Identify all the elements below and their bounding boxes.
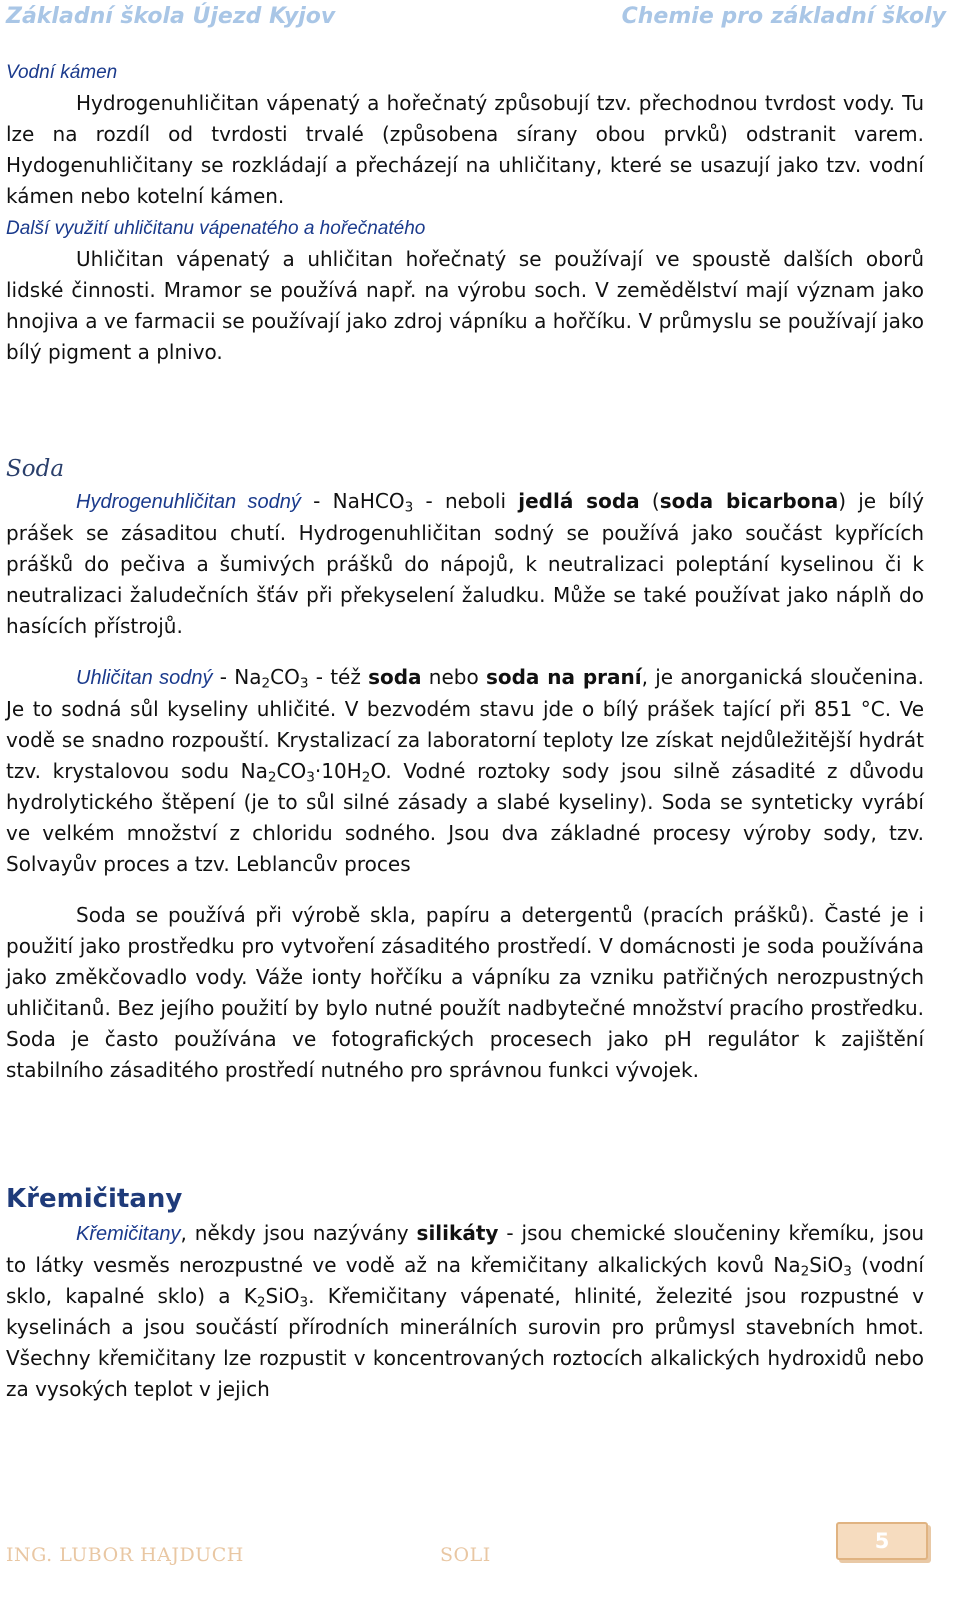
formula-part: K [243, 1284, 257, 1308]
page-footer [0, 1520, 960, 1621]
page-header [0, 0, 960, 40]
formula-subscript: 2 [800, 1263, 810, 1280]
formula-subscript: 3 [299, 1294, 309, 1311]
formula-part: O [370, 759, 386, 783]
footer-author: ING. LUBOR HAJDUCH [6, 1544, 244, 1566]
formula-subscript: 3 [306, 769, 315, 786]
text-span: (vodní sklo, kapalné sklo) a [6, 1253, 924, 1308]
formula-subscript: 3 [299, 675, 309, 692]
term-kremicitany: Křemičitany [76, 1223, 181, 1245]
text-span: . Vodné roztoky sody jsou silně zásadité z důvodu hydrolytického štěpení (je to sůl silné zásady a slabé kyseliny). Soda se synteticky vyrábí ve velkém množství z chloridu sodného. Jsou dva základné procesy výroby sody, tzv. Solvayův proces a tzv. Leblancův proces [6, 759, 925, 876]
formula-subscript: 3 [843, 1263, 852, 1280]
paragraph-uhlicitan-sodny [6, 662, 924, 880]
text-span: nebo [421, 665, 486, 689]
heading-vodni-kamen: Vodní kámen [6, 62, 118, 83]
formula-part: SiO [265, 1284, 300, 1308]
text-span: . Křemičitany vápenaté, hlinité, železité jsou rozpustné v kyselinách a jsou součástí přírodních minerálních surovin pro průmysl stavebních hmot. Všechny křemičitany lze rozpustit v koncentrovaných roztocích alkalických hydroxidů nebo za vysokých teplot v jejich [6, 1284, 924, 1401]
text-span: ) je bílý prášek se zásaditou chutí. Hydrogenuhličitan sodný se používá jako součást kypřících prášků do pečiva a šumivých prášků do nápojů, k neutralizaci poleptání kyselinou či k neutralizaci žaludečních šťáv při překyselení žaludku. Může se také používat jako náplň do hasících přístrojů. [6, 489, 924, 638]
header-school: Základní škola Újezd Kyjov [6, 4, 336, 29]
paragraph-vodni-kamen: Hydrogenuhličitan vápenatý a hořečnatý způsobují tzv. přechodnou tvrdost vody. Tu lze na rozdíl od tvrdosti trvalé (způsobena sírany obou prvků) odstranit varem. Hydogenuhličitany se rozkládají a přecházejí na uhličitany, které se usazují jako tzv. vodní kámen nebo kotelní kámen. [6, 91, 924, 208]
paragraph-dalsi-vyuziti: Uhličitan vápenatý a uhličitan hořečnatý se používají ve spoustě dalších oborů lidské činnosti. Mramor se používá např. na výrobu soch. V zemědělství mají význam jako hnojiva a ve farmacii se používají jako zdroj vápníku a hořčíku. V průmyslu se používají jako bílý pigment a plnivo. [6, 247, 924, 364]
text-span: , někdy jsou nazývány [180, 1221, 417, 1245]
paragraph-soda-pouziti: Soda se používá při výrobě skla, papíru a detergentů (pracích prášků). Časté je i použití jako prostředku pro vytvoření zásaditého prostředí. V domácnosti je soda používána jako změkčovadlo vody. Váže ionty hořčíku a vápníku za vzniku patřičných nerozpustných uhličitanů. Bez jejího použití by bylo nutné použít nadbytečné množství pracího prostředku. Soda je často používána ve fotografických procesech jako pH regulátor k zajištění stabilního zásaditého prostředí nutného pro správnou funkci vývojek. [6, 903, 924, 1082]
bold-soda: soda [368, 665, 422, 689]
document-body [6, 58, 924, 1405]
header-subject: Chemie pro základní školy [621, 4, 946, 29]
footer-topic: SOLI [440, 1544, 491, 1566]
heading-dalsi-vyuziti: Další využití uhličitanu vápenatého a hořečnatého [6, 218, 426, 239]
formula-part: SiO [809, 1253, 844, 1277]
text-span: , je anorganická sloučenina. Je to sodná sůl kyseliny uhličité. V bezvodém stavu jde o bílý prášek tající při 851 °C. Ve vodě se snadno rozpouští. Krystalizací za laboratorní teploty lze získat nejdůležitější hydrát tzv. krystalovou sodu [6, 665, 925, 783]
formula-part: Na [234, 665, 262, 689]
text-span: - též [308, 665, 369, 689]
heading-soda: Soda [6, 456, 65, 482]
formula-part: Na [773, 1253, 801, 1277]
text-dash: - [300, 489, 333, 513]
term-uhlicitan-sodny: Uhličitan sodný [76, 667, 213, 689]
formula-subscript: 2 [261, 675, 271, 692]
formula-subscript: 2 [361, 769, 371, 786]
term-hydrogenuhlicitan: Hydrogenuhličitan sodný [76, 491, 301, 513]
paragraph-kremicitany [6, 1218, 924, 1405]
formula-subscript: 3 [404, 499, 414, 516]
text-span: - jsou chemické sloučeniny křemíku, jsou to látky vesměs nerozpustné ve vodě až na křemičitany alkalických kovů [6, 1221, 925, 1277]
formula-part: Na [240, 759, 268, 783]
text-span: ( [639, 489, 660, 513]
formula-subscript: 2 [267, 769, 277, 786]
paragraph-hydrogenuhlicitan [6, 486, 924, 642]
bold-silikaty: silikáty [416, 1221, 499, 1245]
formula-part: CO [270, 665, 300, 689]
formula-part: NaHCO [332, 489, 405, 513]
bold-soda-na-prani: soda na praní [485, 665, 642, 689]
formula-part: ·10H [314, 759, 362, 783]
heading-kremicitany: Křemičitany [6, 1184, 183, 1214]
formula-subscript: 2 [256, 1294, 266, 1311]
bold-soda-bicarbona: soda bicarbona [659, 489, 839, 513]
text-span: - neboli [413, 489, 519, 513]
text-dash: - [212, 665, 235, 689]
page-number: 5 [836, 1522, 928, 1560]
bold-jedla-soda: jedlá soda [518, 489, 640, 513]
formula-part: CO [276, 759, 307, 783]
